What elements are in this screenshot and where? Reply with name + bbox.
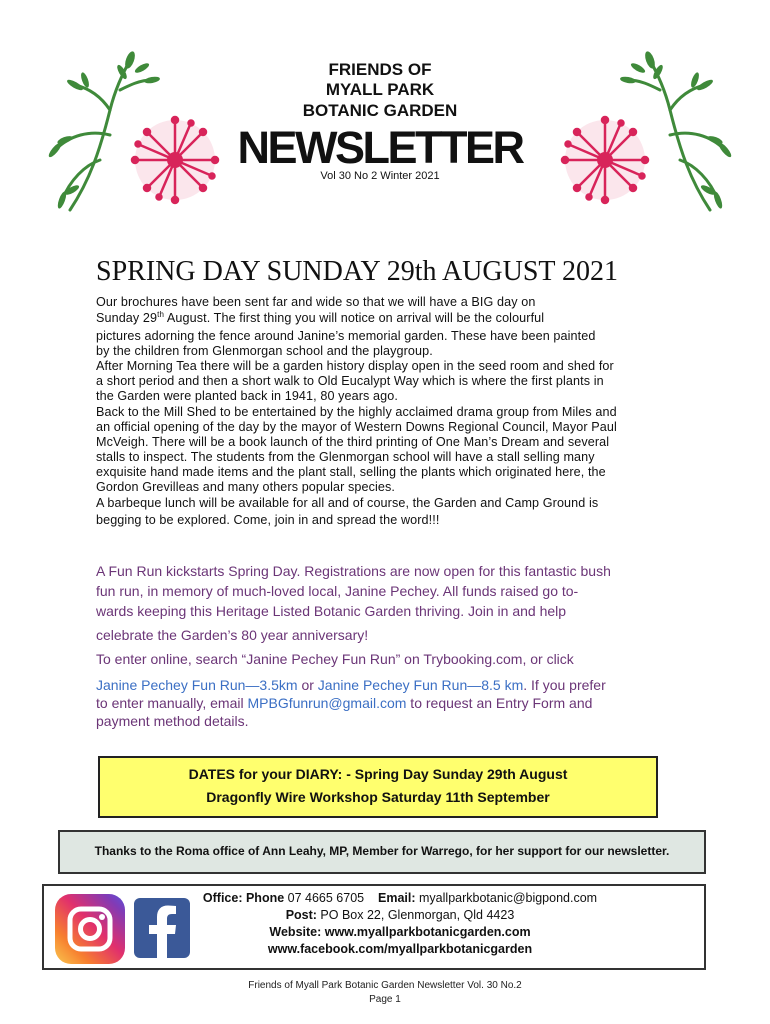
- body-line: exquisite hand made items and the plant stall, selling the plants which originated here, the: [96, 465, 606, 479]
- fun-run-email-link[interactable]: MPBGfunrun@gmail.com: [247, 695, 407, 711]
- body-line: Our brochures have been sent far and wide so that we will have a BIG day on: [96, 295, 536, 309]
- contact-post: Post: PO Box 22, Glenmorgan, Qld 4423: [285, 908, 515, 922]
- masthead-friends-of: FRIENDS OF: [328, 60, 432, 79]
- body-line: Sunday 29th August. The first thing you will notice on arrival will be the colourful: [96, 310, 545, 325]
- body-line: the Garden were planted back in 1941, 80 years ago.: [96, 389, 398, 403]
- body-line: After Morning Tea there will be a garden history display open in the seed room and shed for: [96, 359, 614, 373]
- body-line: Back to the Mill Shed to be entertained by the highly acclaimed drama group from Miles and: [96, 405, 617, 419]
- volume-issue: Vol 30 No 2 Winter 2021: [320, 170, 440, 182]
- fun-run-line: celebrate the Garden’s 80 year anniversary!: [96, 627, 369, 643]
- fun-run-line: wards keeping this Heritage Listed Botanic Garden thriving. Join in and help: [96, 603, 567, 619]
- diary-dates-box: [98, 756, 658, 818]
- contact-website[interactable]: Website: www.myallparkbotanicgarden.com: [269, 925, 531, 939]
- body-line: pictures adorning the fence around Janine’s memorial garden. These have been painted: [96, 329, 596, 343]
- fun-run-8-5km-link[interactable]: Janine Pechey Fun Run—8.5 km: [317, 677, 524, 693]
- fun-run-line: To enter online, search “Janine Pechey Fun Run” on Trybooking.com, or click: [96, 651, 574, 667]
- fun-run-line: A Fun Run kickstarts Spring Day. Registrations are now open for this fantastic bush: [96, 563, 611, 579]
- spring-day-heading: SPRING DAY SUNDAY 29th AUGUST 2021: [96, 256, 618, 287]
- masthead-myall-park: MYALL PARK: [325, 80, 435, 99]
- body-line: McVeigh. There will be a book launch of the third printing of One Man’s Dream and several: [96, 435, 610, 449]
- footer-page-number: Page 1: [369, 994, 401, 1005]
- fun-run-3-5km-link[interactable]: Janine Pechey Fun Run—3.5km: [96, 677, 298, 693]
- body-line: by the children from Glenmorgan school and the playgroup.: [96, 344, 433, 358]
- fun-run-line: fun run, in memory of much-loved local, Janine Pechey. All funds raised go to-: [96, 583, 579, 599]
- grevillea-illustration-right: [550, 40, 750, 220]
- fun-run-line: Janine Pechey Fun Run—3.5km or Janine Pechey Fun Run—8.5 km. If you prefer: [96, 677, 606, 693]
- contact-phone-email: Office: Phone 07 4665 6705 Email: myallparkbotanic@bigpond.com: [202, 891, 598, 905]
- masthead-botanic-garden: BOTANIC GARDEN: [302, 101, 458, 120]
- instagram-icon[interactable]: [55, 894, 125, 964]
- fun-run-line: to enter manually, email MPBGfunrun@gmail.com to request an Entry Form and: [96, 695, 593, 711]
- body-line: A barbeque lunch will be available for all and of course, the Garden and Camp Ground is: [96, 496, 599, 510]
- footer-newsletter-info: Friends of Myall Park Botanic Garden Newsletter Vol. 30 No.2: [248, 980, 522, 991]
- body-line: an official opening of the day by the mayor of Western Downs Regional Council, Mayor Paul: [96, 420, 617, 434]
- diary-dates-line: Dragonfly Wire Workshop Saturday 11th September: [206, 789, 550, 805]
- contact-facebook[interactable]: www.facebook.com/myallparkbotanicgarden: [267, 942, 533, 956]
- diary-dates-line: DATES for your DIARY: - Spring Day Sunday 29th August: [188, 766, 568, 782]
- body-line: a short period and then a short walk to Old Eucalypt Way which is where the first plants in: [96, 374, 604, 388]
- fun-run-line: payment method details.: [96, 713, 249, 729]
- sponsor-thanks-text: Thanks to the Roma office of Ann Leahy, MP, Member for Warrego, for her support for our newsletter.: [94, 844, 670, 858]
- sponsor-thanks-box: [58, 830, 706, 874]
- body-line: stalls to inspect. The students from the Glenmorgan school will have a stall selling many: [96, 450, 595, 464]
- body-line: begging to be explored. Come, join in and spread the word!!!: [96, 513, 440, 527]
- newsletter-title: NEWSLETTER: [237, 122, 523, 173]
- body-line: Gordon Grevilleas and many others popular species.: [96, 480, 396, 494]
